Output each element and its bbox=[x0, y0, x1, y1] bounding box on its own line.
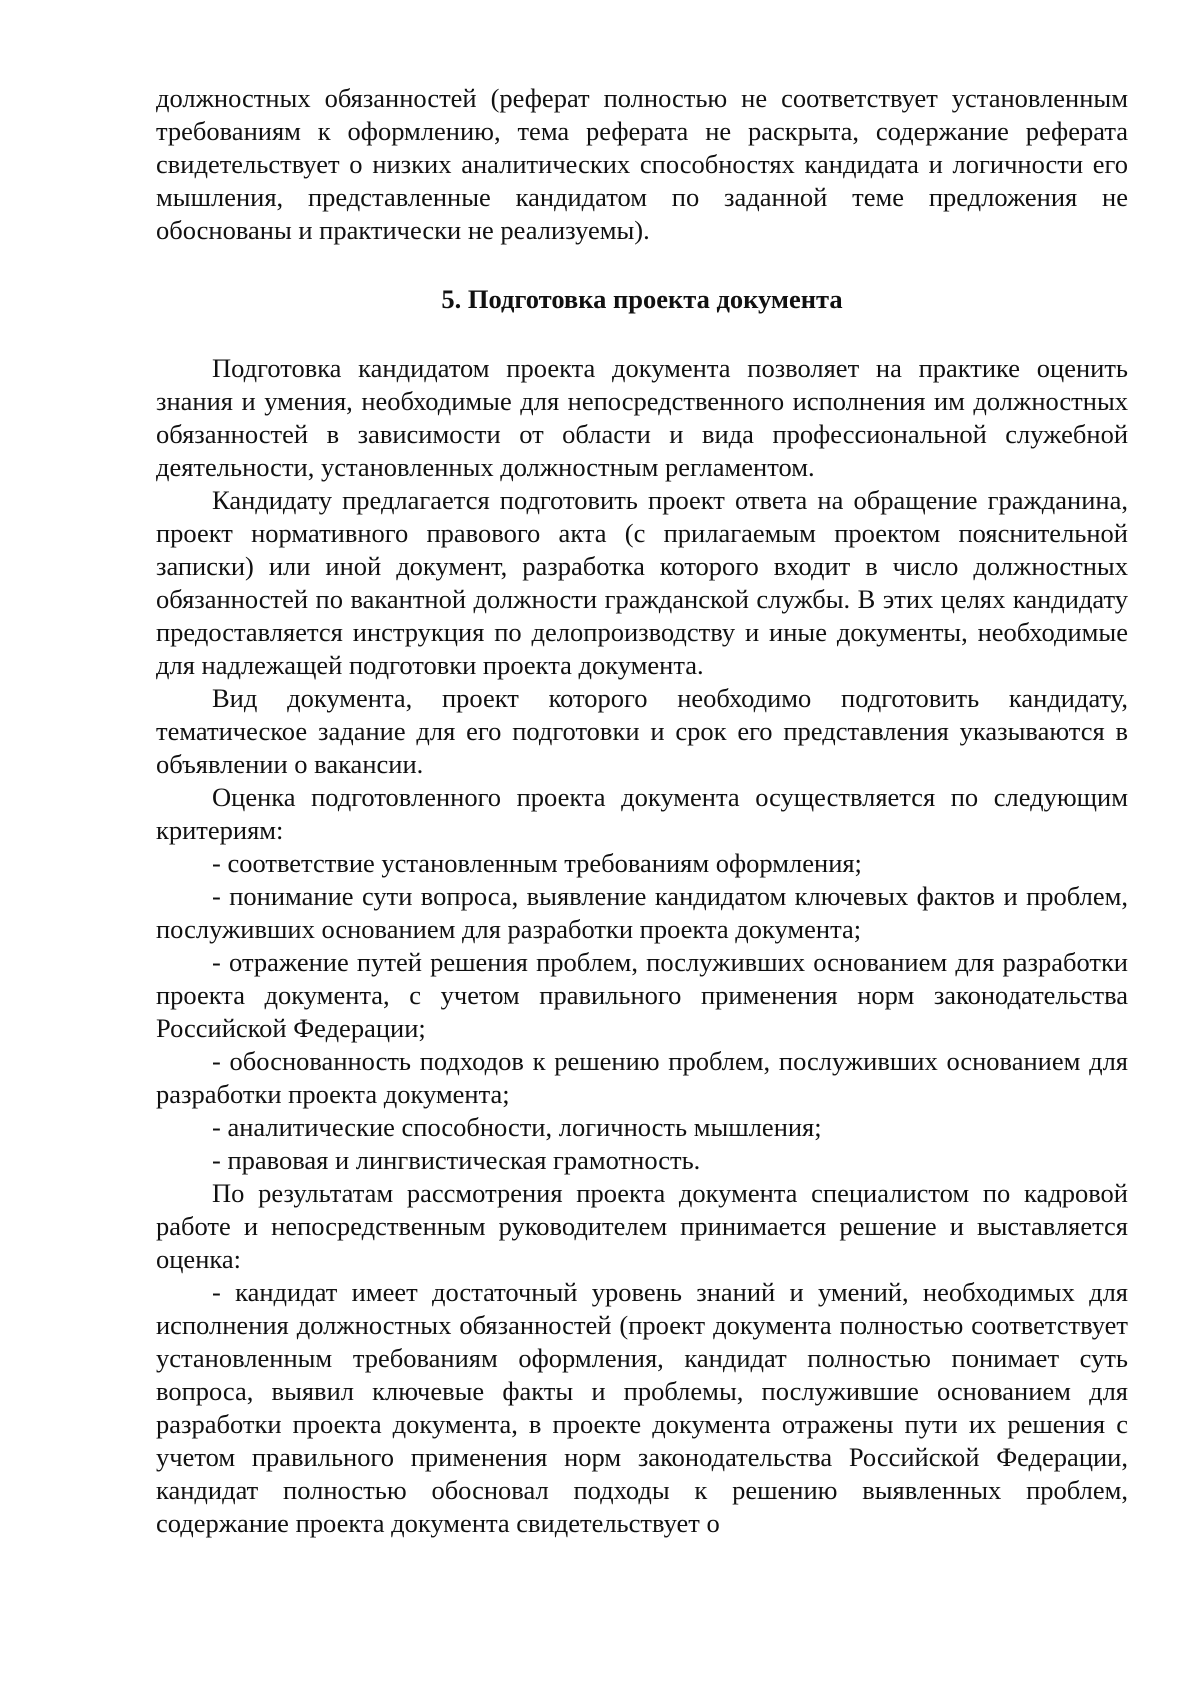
criteria-item: - обоснованность подходов к решению проблем, послуживших основанием для разработки проекта документа; bbox=[156, 1046, 1128, 1109]
criteria-item: - аналитические способности, логичность мышления; bbox=[212, 1112, 822, 1142]
section-heading: 5. Подготовка проекта документа bbox=[441, 284, 843, 314]
criteria-item: - правовая и лингвистическая грамотность. bbox=[212, 1145, 701, 1175]
criteria-item: - понимание сути вопроса, выявление кандидатом ключевых фактов и проблем, послуживших основанием для разработки проекта документа; bbox=[156, 881, 1128, 944]
continuation-paragraph: должностных обязанностей (реферат полностью не соответствует установленным требованиям к оформлению, тема реферата не раскрыта, содержание реферата свидетельствует о низких аналитических способностях кандидата и логичности его мышления, представленные кандидатом по заданной теме предложения не обоснованы и практически не реализуемы). bbox=[156, 83, 1128, 245]
assessment-item: - кандидат имеет достаточный уровень знаний и умений, необходимых для исполнения должностных обязанностей (проект документа полностью соответствует установленным требованиям оформления, кандидат полностью понимает суть вопроса, выявил ключевые факты и проблемы, послужившие основанием для разработки проекта документа, в проекте документа отражены пути их решения с учетом правильного применения норм законодательства Российской Федерации, кандидат полностью обосновал подходы к решению выявленных проблем, содержание проекта документа свидетельствует о bbox=[156, 1277, 1128, 1538]
body-paragraph: Оценка подготовленного проекта документа осуществляется по следующим критериям: bbox=[156, 782, 1128, 845]
criteria-item: - соответствие установленным требованиям оформления; bbox=[212, 848, 862, 878]
body-paragraph: Подготовка кандидатом проекта документа позволяет на практике оценить знания и умения, необходимые для непосредственного исполнения им должностных обязанностей в зависимости от области и вида профессиональной служебной деятельности, установленных должностным регламентом. bbox=[156, 353, 1128, 482]
body-paragraph: Кандидату предлагается подготовить проект ответа на обращение гражданина, проект нормативного правового акта (с прилагаемым проектом пояснительной записки) или иной документ, разработка которого входит в число должностных обязанностей по вакантной должности гражданской службы. В этих целях кандидату предоставляется инструкция по делопроизводству и иные документы, необходимые для надлежащей подготовки проекта документа. bbox=[156, 485, 1128, 680]
body-paragraph: По результатам рассмотрения проекта документа специалистом по кадровой работе и непосредственным руководителем принимается решение и выставляется оценка: bbox=[156, 1178, 1128, 1274]
body-paragraph: Вид документа, проект которого необходимо подготовить кандидату, тематическое задание для его подготовки и срок его представления указываются в объявлении о вакансии. bbox=[156, 683, 1128, 779]
document-page bbox=[156, 82, 1128, 1540]
criteria-item: - отражение путей решения проблем, послуживших основанием для разработки проекта документа, с учетом правильного применения норм законодательства Российской Федерации; bbox=[156, 947, 1128, 1043]
